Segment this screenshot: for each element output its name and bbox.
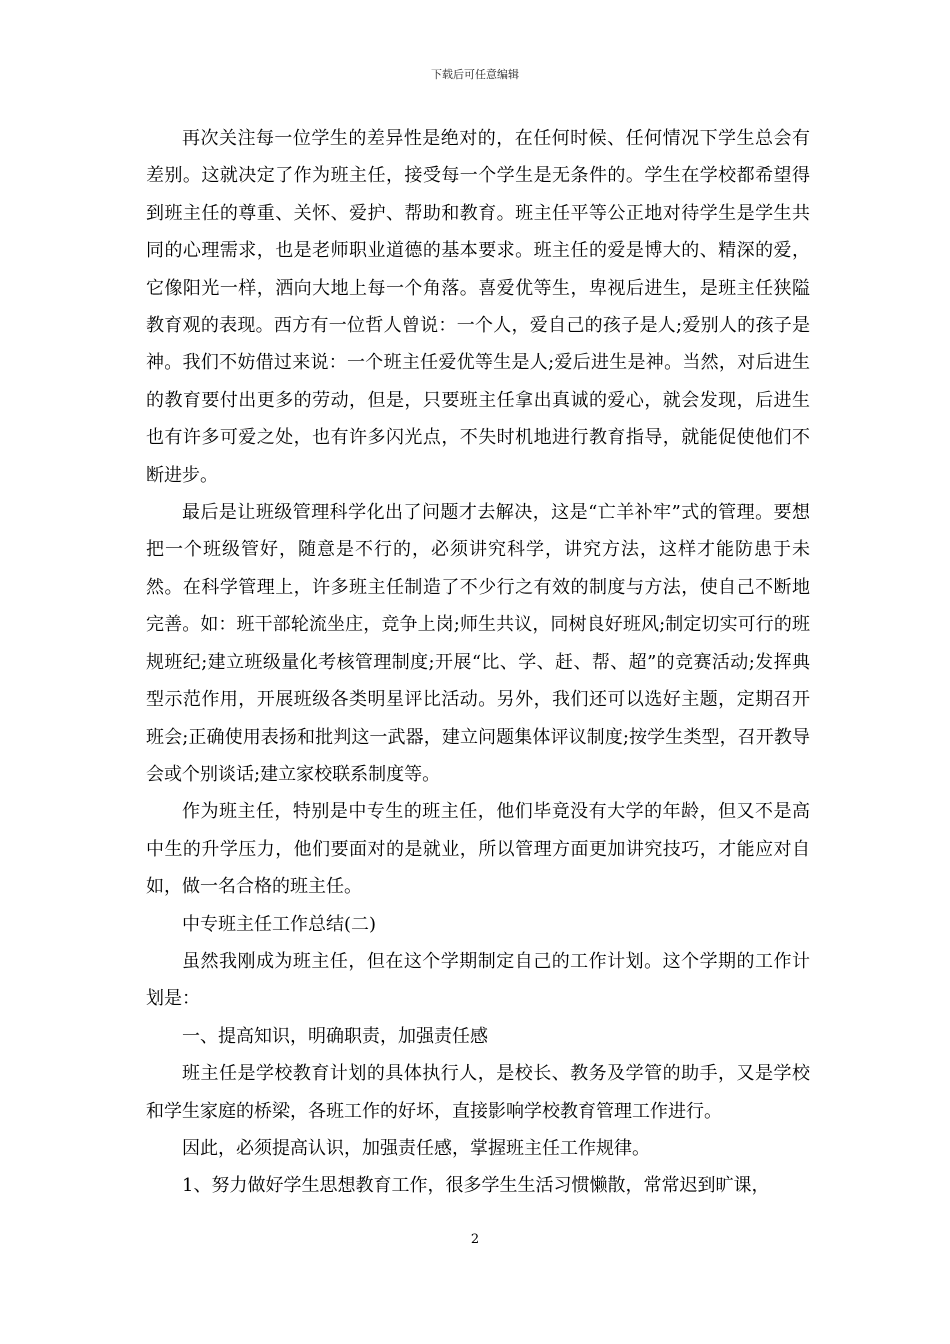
paragraph-vocational-students: 作为班主任，特别是中专生的班主任，他们毕竟没有大学的年龄，但又不是高中生的升学压力，他们要面对的是就业，所以管理方面更加讲究技巧，才能应对自如，做一名合格的班主任。 (146, 801, 810, 898)
paragraph-student-differences: 再次关注每一位学生的差异性是绝对的，在任何时候、任何情况下学生总会有差别。这就决定了作为班主任，接受每一个学生是无条件的。学生在学校都希望得到班主任的尊重、关怀、爱护、帮助和教育。班主任平等公正地对待学生是学生共同的心理需求，也是老师职业道德的基本要求。班主任的爱是博大的、精深的爱，它像阳光一样，洒向大地上每一个角落。喜爱优等生，卑视后进生，是班主任狭隘教育观的表现。西方有一位哲人曾说：一个人，爱自己的孩子是人;爱别人的孩子是神。我们不妨借过来说：一个班主任爱优等生是人;爱后进生是神。当然，对后进生的教育要付出更多的劳动，但是，只要班主任拿出真诚的爱心，就会发现，后进生也有许多可爱之处，也有许多闪光点，不失时机地进行教育指导，就能促使他们不断进步。 (146, 128, 810, 486)
paragraph-therefore: 因此，必须提高认识，加强责任感，掌握班主任工作规律。 (182, 1137, 650, 1159)
paragraph-teacher-role: 班主任是学校教育计划的具体执行人，是校长、教务及学管的助手，又是学校和学生家庭的桥梁，各班工作的好坏，直接影响学校教育管理工作进行。 (146, 1063, 810, 1122)
section-heading: 中专班主任工作总结(二) (182, 913, 377, 935)
paragraph-scientific-management: 最后是让班级管理科学化出了问题才去解决，这是“亡羊补牢”式的管理。要想把一个班级管好，随意是不行的，必须讲究科学，讲究方法，这样才能防患于未然。在科学管理上，许多班主任制造了不少行之有效的制度与方法，使自己不断地完善。如：班干部轮流坐庄，竞争上岗;师生共议，同树良好班风;制定切实可行的班规班纪;建立班级量化考核管理制度;开展“比、学、赶、帮、超”的竞赛活动;发挥典型示范作用，开展班级各类明星评比活动。另外，我们还可以选好主题，定期召开班会;正确使用表扬和批判这一武器，建立问题集体评议制度;按学生类型，召开教导会或个别谈话;建立家校联系制度等。 (146, 502, 810, 785)
list-item-1: 1、努力做好学生思想教育工作，很多学生生活习惯懒散，常常迟到旷课， (182, 1175, 770, 1197)
page-number: 2 (470, 1232, 480, 1247)
page-header: 下载后可任意编辑 (431, 68, 519, 81)
paragraph-work-plan-intro: 虽然我刚成为班主任，但在这个学期制定自己的工作计划。这个学期的工作计划是： (146, 950, 810, 1010)
document-body (146, 120, 810, 1205)
subheading-improve-knowledge: 一、提高知识，明确职责，加强责任感 (182, 1025, 488, 1047)
